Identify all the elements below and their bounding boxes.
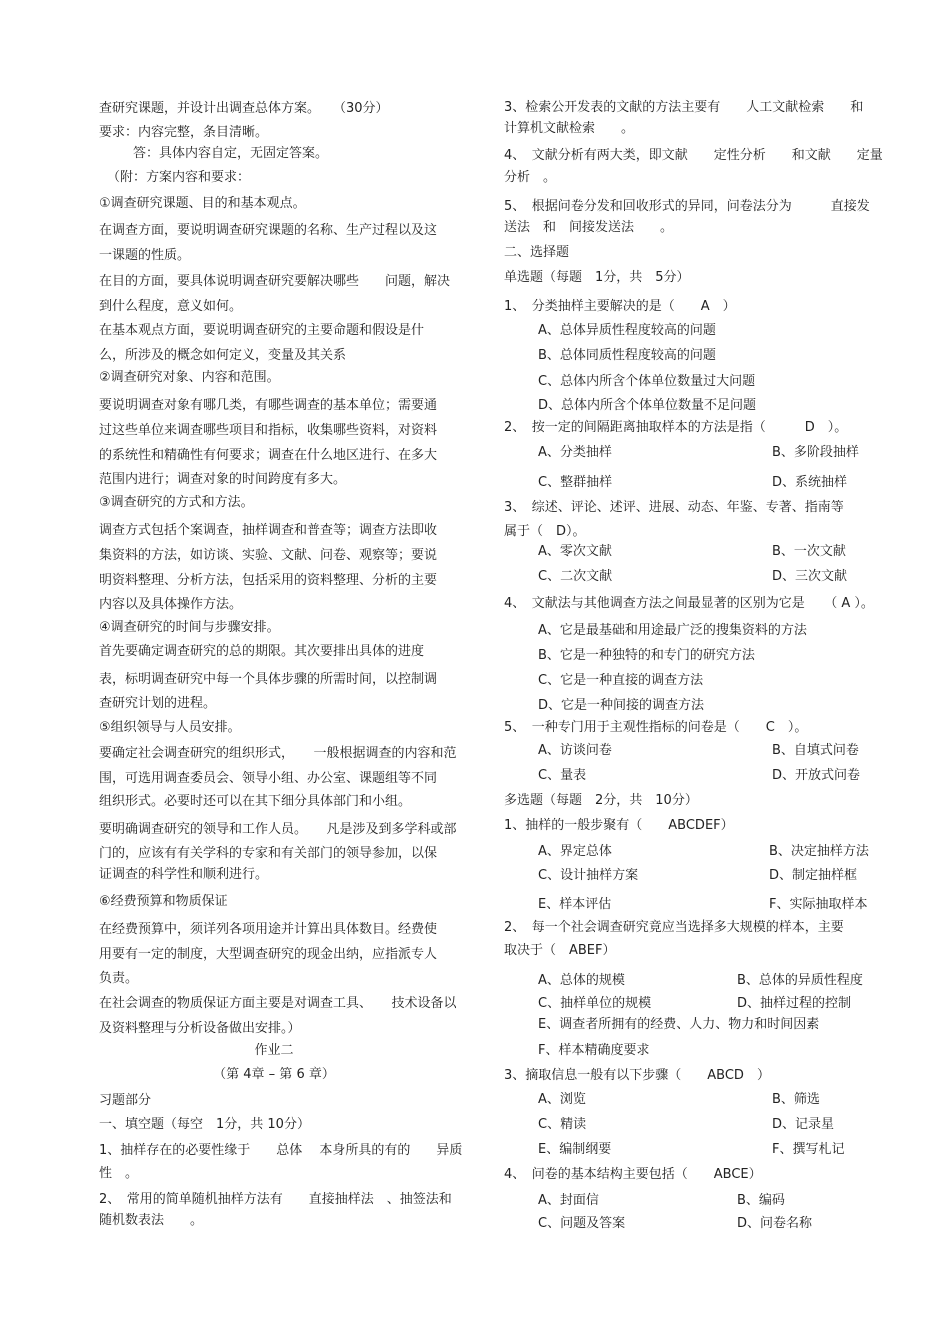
option: F、样本精确度要求 xyxy=(538,1043,650,1058)
section-heading: ③调查研究的方式和方法。 xyxy=(99,495,254,510)
text-line: 负责。 xyxy=(99,971,139,986)
option: D、系统抽样 xyxy=(772,475,848,490)
option: D、它是一种间接的调查方法 xyxy=(538,698,705,713)
option: F、实际抽取样本 xyxy=(769,897,868,912)
option: E、样本评估 xyxy=(538,897,612,912)
option: E、调查者所拥有的经费、人力、物力和时间因素 xyxy=(538,1017,820,1032)
question-line: 5、 根据问卷分发和回收形式的异同，问卷法分为 直接发 xyxy=(504,199,870,214)
text-line: 查研究计划的进程。 xyxy=(99,696,217,711)
section-heading: 二、选择题 xyxy=(504,245,570,260)
section-heading: 单选题（每题 1分，共 5分） xyxy=(504,270,690,285)
text-line: 内容以及具体操作方法。 xyxy=(99,597,243,612)
option: C、量表 xyxy=(538,768,587,783)
question-line: 3、摘取信息一般有以下步骤（ ABCD ） xyxy=(504,1068,770,1083)
question-line: 分析 。 xyxy=(504,170,557,185)
text-line: 要说明调查对象有哪几类，有哪些调查的基本单位；需要通 xyxy=(99,398,438,413)
text-line: 表，标明调查研究中每一个具体步骤的所需时间，以控制调 xyxy=(99,672,438,687)
option: D、抽样过程的控制 xyxy=(737,996,852,1011)
option: B、一次文献 xyxy=(772,544,846,559)
text-line: 到什么程度，意义如何。 xyxy=(99,299,243,314)
text-line: 在调查方面，要说明调查研究课题的名称、生产过程以及这 xyxy=(99,223,438,238)
text-line: 证调查的科学性和顺利进行。 xyxy=(99,867,269,882)
section-heading: 多选题（每题 2分，共 10分） xyxy=(504,793,698,808)
option: A、界定总体 xyxy=(538,844,612,859)
assignment-title: 作业二 xyxy=(254,1043,294,1058)
text-line: 围，可选用调查委员会、领导小组、办公室、课题组等不同 xyxy=(99,771,438,786)
option: C、抽样单位的规模 xyxy=(538,996,652,1011)
option: C、设计抽样方案 xyxy=(538,868,639,883)
question-line: 4、 文献分析有两大类，即文献 定性分析 和文献 定量 xyxy=(504,148,883,163)
option: F、撰写札记 xyxy=(772,1142,845,1157)
option: A、总体异质性程度较高的问题 xyxy=(538,323,716,338)
text-line: 及资料整理与分析设备做出安排。） xyxy=(99,1021,301,1036)
option: B、多阶段抽样 xyxy=(772,445,859,460)
section-heading: ⑤组织领导与人员安排。 xyxy=(99,720,241,735)
option: C、二次文献 xyxy=(538,569,613,584)
option: B、决定抽样方法 xyxy=(769,844,869,859)
question-line: 3、检索公开发表的文献的方法主要有 人工文献检索 和 xyxy=(504,100,864,115)
requirement-line: 要求：内容完整，条目清晰。 xyxy=(99,125,269,140)
text-line: 在目的方面，要具体说明调查研究要解决哪些 问题，解决 xyxy=(99,274,451,289)
text-line: 组织形式。必要时还可以在其下细分具体部门和小组。 xyxy=(99,794,412,809)
text-line: 范围内进行；调查对象的时间跨度有多大。 xyxy=(99,472,347,487)
text-line: 在基本观点方面，要说明调查研究的主要命题和假设是什 xyxy=(99,323,425,338)
text-line: 过这些单位来调查哪些项目和指标，收集哪些资料，对资料 xyxy=(99,423,438,438)
question-line: 4、 文献法与其他调查方法之间最显著的区别为它是 （ A ）。 xyxy=(504,596,874,611)
appendix-line: （附：方案内容和要求： xyxy=(107,170,251,185)
option: D、制定抽样框 xyxy=(769,868,858,883)
question-line: 3、 综述、评论、述评、进展、动态、年鉴、专著、指南等 xyxy=(504,500,844,515)
option: B、筛选 xyxy=(772,1092,820,1107)
section-heading: 习题部分 xyxy=(99,1093,152,1108)
option: A、浏览 xyxy=(538,1092,586,1107)
question-line: 属于（ D）。 xyxy=(504,524,586,539)
option: A、零次文献 xyxy=(538,544,612,559)
text-line: 门的，应该有有关学科的专家和有关部门的领导参加，以保 xyxy=(99,846,438,861)
option: D、问卷名称 xyxy=(737,1216,813,1231)
option: C、它是一种直接的调查方法 xyxy=(538,673,704,688)
question-line: 2、 每一个社会调查研究竟应当选择多大规模的样本，主要 xyxy=(504,920,844,935)
option: C、精读 xyxy=(538,1117,587,1132)
option: A、访谈问卷 xyxy=(538,743,612,758)
option: B、自填式问卷 xyxy=(772,743,859,758)
section-heading: ⑥经费预算和物质保证 xyxy=(99,894,228,909)
answer-line: 答：具体内容自定，无固定答案。 xyxy=(133,146,329,161)
text-line: 查研究课题，并设计出调查总体方案。 （30分） xyxy=(99,101,389,116)
option: A、分类抽样 xyxy=(538,445,612,460)
option: D、三次文献 xyxy=(772,569,848,584)
text-line: 要确定社会调查研究的组织形式， 一般根据调查的内容和范 xyxy=(99,746,457,761)
option: C、总体内所含个体单位数量过大问题 xyxy=(538,374,756,389)
text-line: 在社会调查的物质保证方面主要是对调查工具、 技术设备以 xyxy=(99,996,457,1011)
option: D、开放式问卷 xyxy=(772,768,861,783)
question-line: 性 。 xyxy=(99,1166,139,1181)
option: C、整群抽样 xyxy=(538,475,613,490)
text-line: 要明确调查研究的领导和工作人员。 凡是涉及到多学科或部 xyxy=(99,822,457,837)
question-line: 取决于（ ABEF） xyxy=(504,943,616,958)
option: A、封面信 xyxy=(538,1193,599,1208)
question-line: 5、 一种专门用于主观性指标的问卷是（ C ）。 xyxy=(504,720,808,735)
section-heading: 一、填空题（每空 1分，共 10分） xyxy=(99,1117,310,1132)
text-line: 么，所涉及的概念如何定义，变量及其关系 xyxy=(99,348,347,363)
section-heading: ④调查研究的时间与步骤安排。 xyxy=(99,620,280,635)
option: D、总体内所含个体单位数量不足问题 xyxy=(538,398,757,413)
text-line: 在经费预算中，须详列各项用途并计算出具体数目。经费使 xyxy=(99,922,438,937)
option: B、它是一种独特的和专门的研究方法 xyxy=(538,648,755,663)
text-line: 调查方式包括个案调查，抽样调查和普查等；调查方法即收 xyxy=(99,523,438,538)
question-line: 1、抽样的一般步聚有（ ABCDEF） xyxy=(504,818,734,833)
question-line: 计算机文献检索 。 xyxy=(504,121,635,136)
question-line: 1、抽样存在的必要性缘于 总体 本身所具的有的 异质 xyxy=(99,1143,463,1158)
section-heading: ①调查研究课题、目的和基本观点。 xyxy=(99,196,306,211)
question-line: 2、 按一定的间隔距离抽取样本的方法是指（ D ）。 xyxy=(504,420,848,435)
option: D、记录星 xyxy=(772,1117,835,1132)
text-line: 一课题的性质。 xyxy=(99,248,191,263)
text-line: 首先要确定调查研究的总的期限。其次要排出具体的进度 xyxy=(99,644,425,659)
question-line: 2、 常用的简单随机抽样方法有 直接抽样法 、抽签法和 xyxy=(99,1192,452,1207)
option: C、问题及答案 xyxy=(538,1216,626,1231)
question-line: 随机数表法 。 xyxy=(99,1213,204,1228)
option: A、总体的规模 xyxy=(538,973,625,988)
text-line: 集资料的方法，如访谈、实验、文献、问卷、观察等；要说 xyxy=(99,548,438,563)
text-line: 用要有一定的制度，大型调查研究的现金出纳，应指派专人 xyxy=(99,947,438,962)
text-line: 明资料整理、分析方法，包括采用的资料整理、分析的主要 xyxy=(99,573,438,588)
option: B、编码 xyxy=(737,1193,785,1208)
option: E、编制纲要 xyxy=(538,1142,612,1157)
section-heading: ②调查研究对象、内容和范围。 xyxy=(99,370,280,385)
question-line: 送法 和 间接发送法 。 xyxy=(504,220,674,235)
question-line: 1、 分类抽样主要解决的是（ A ） xyxy=(504,299,736,314)
question-line: 4、 问卷的基本结构主要包括（ ABCE） xyxy=(504,1167,762,1182)
chapter-range: （第 4章 – 第 6 章） xyxy=(213,1067,335,1082)
option: B、总体同质性程度较高的问题 xyxy=(538,348,716,363)
option: A、它是最基础和用途最广泛的搜集资料的方法 xyxy=(538,623,807,638)
text-line: 的系统性和精确性有何要求；调查在什么地区进行、在多大 xyxy=(99,448,438,463)
option: B、总体的异质性程度 xyxy=(737,973,863,988)
